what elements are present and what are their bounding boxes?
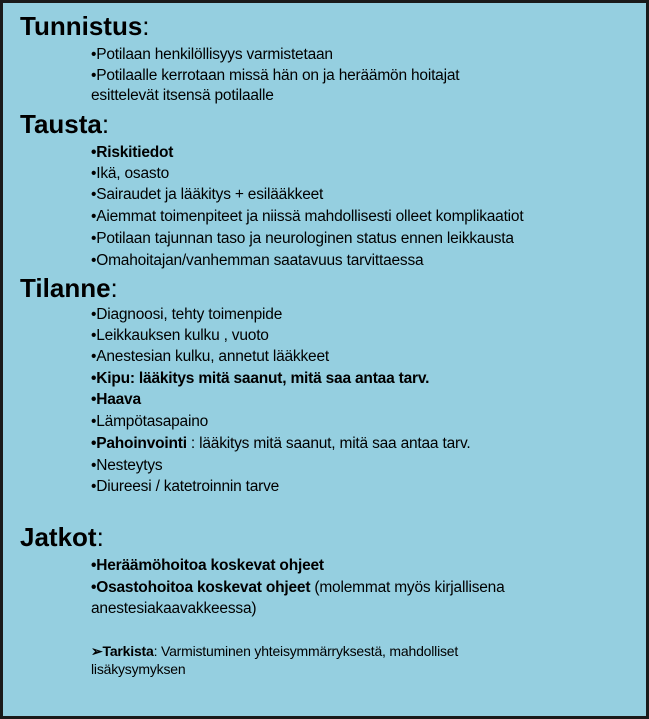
heading-tausta: Tausta: [20,109,110,139]
tausta-item-aiemmat: •Aiemmat toimenpiteet ja niissä mahdollisesti olleet komplikaatiot [91,208,524,225]
tilanne-item-lampotasapaino: •Lämpötasapaino [91,413,209,430]
tilanne-item-kipu: •Kipu: lääkitys mitä saanut, mitä saa antaa tarv. [91,370,430,387]
tausta-item-omahoitaja: •Omahoitajan/vanhemman saatavuus tarvittaessa [91,252,424,269]
tausta-item-ika: •Ikä, osasto [91,165,169,182]
jatkot-tarkista: ➢Tarkista: Varmistuminen yhteisymmärryksestä, mahdolliset [91,643,459,659]
jatkot-item-heraamohoito: •Heräämöhoitoa koskevat ohjeet [91,557,324,574]
tausta-item-riskitiedot: •Riskitiedot [91,144,174,161]
tilanne-item-nesteytys: •Nesteytys [91,457,163,474]
tilanne-item-diagnoosi: •Diagnoosi, tehty toimenpide [91,306,283,323]
heading-tilanne: Tilanne: [20,273,118,303]
tausta-item-tajunnan-taso: •Potilaan tajunnan taso ja neurologinen status ennen leikkausta [91,230,514,247]
tilanne-item-anestesia: •Anestesian kulku, annetut lääkkeet [91,348,329,365]
jatkot-tarkista-cont: lisäkysymyksen [91,661,186,677]
tunnistus-item-2: •Potilaalle kerrotaan missä hän on ja heräämön hoitajat [91,67,460,84]
tausta-item-sairaudet: •Sairaudet ja lääkitys + esilääkkeet [91,186,324,203]
jatkot-item-osastohoito-cont: anestesiakaavakkeessa) [91,600,257,617]
heading-jatkot: Jatkot: [20,522,104,552]
tilanne-item-haava: •Haava [91,391,141,408]
heading-tunnistus: Tunnistus: [20,11,150,41]
jatkot-item-osastohoito: •Osastohoitoa koskevat ohjeet (molemmat myös kirjallisena [91,579,505,596]
tunnistus-item-2-cont: esittelevät itsensä potilaalle [91,87,274,104]
tilanne-item-diureesi: •Diureesi / katetroinnin tarve [91,478,280,495]
tilanne-item-pahoinvointi: •Pahoinvointi : lääkitys mitä saanut, mitä saa antaa tarv. [91,435,471,452]
tunnistus-item-1: •Potilaan henkilöllisyys varmistetaan [91,46,333,63]
tilanne-item-leikkaus: •Leikkauksen kulku , vuoto [91,327,269,344]
